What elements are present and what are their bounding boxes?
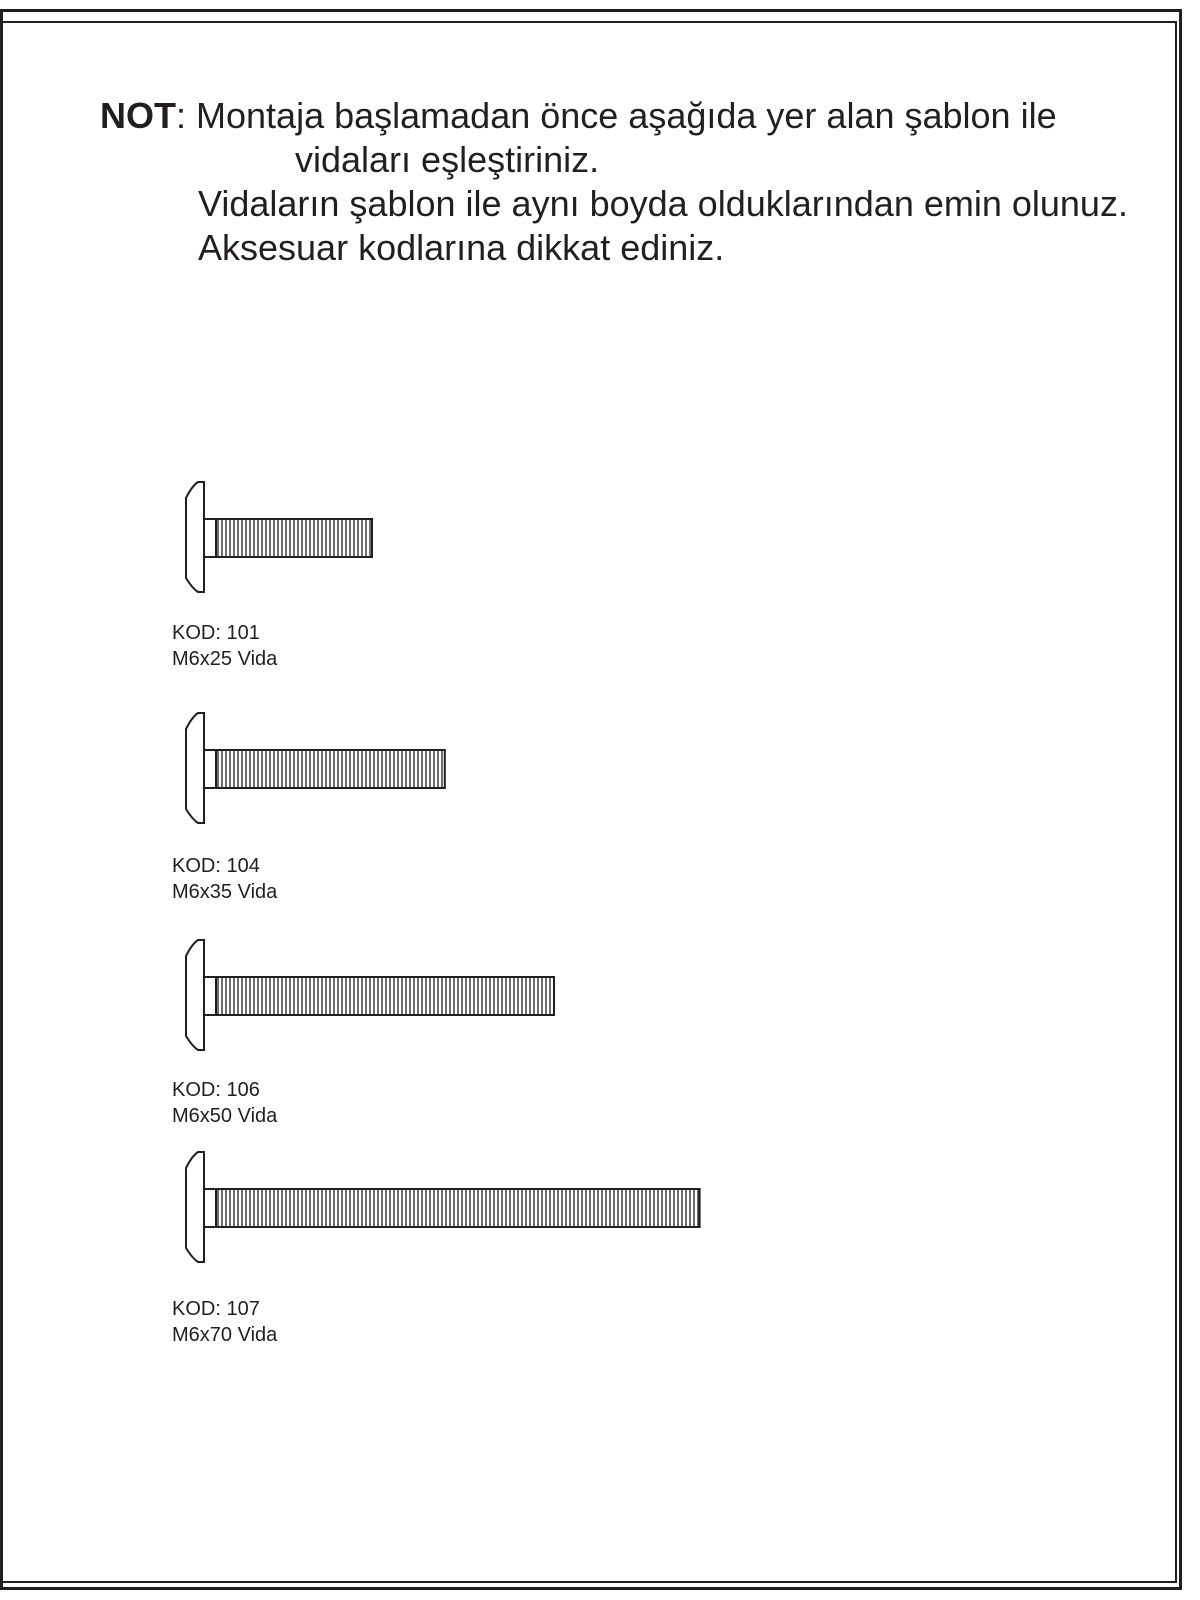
- note-label: NOT: [100, 95, 176, 136]
- screw-head: [186, 940, 204, 1050]
- screw-code: KOD: 101: [172, 622, 260, 644]
- screw-label-104: [172, 853, 277, 905]
- screw-drawing-101: [184, 482, 784, 602]
- screw-name: M6x70 Vida: [172, 1324, 278, 1346]
- screw-code: KOD: 107: [172, 1298, 260, 1320]
- note-text-1: Montaja başlamadan önce aşağıda yer alan şablon ile: [186, 95, 1057, 136]
- screw-label-101: [172, 620, 277, 672]
- note-line-3: Vidaların şablon ile aynı boyda olduklarından emin olunuz.: [198, 183, 1128, 224]
- screw-name: M6x25 Vida: [172, 648, 278, 670]
- screw-head: [186, 713, 204, 823]
- screw-drawing-107: [184, 1152, 784, 1272]
- screw-label-107: [172, 1296, 277, 1348]
- assembly-note: [100, 94, 1128, 270]
- screw-drawing-106: [184, 940, 784, 1060]
- screw-name: M6x35 Vida: [172, 881, 278, 903]
- screw-code: KOD: 106: [172, 1079, 260, 1101]
- screw-code: KOD: 104: [172, 855, 260, 877]
- screw-head: [186, 1152, 204, 1262]
- note-line-2: vidaları eşleştiriniz.: [295, 139, 600, 180]
- screw-shaft: [204, 519, 372, 557]
- screw-name: M6x50 Vida: [172, 1105, 278, 1127]
- screw-label-106: [172, 1077, 277, 1129]
- screw-drawing-104: [184, 713, 784, 833]
- screw-head: [186, 482, 204, 592]
- note-line-1: [100, 94, 1128, 138]
- note-line-4: Aksesuar kodlarına dikkat ediniz.: [198, 227, 725, 268]
- screw-shaft: [204, 750, 445, 788]
- note-separator: :: [176, 95, 187, 136]
